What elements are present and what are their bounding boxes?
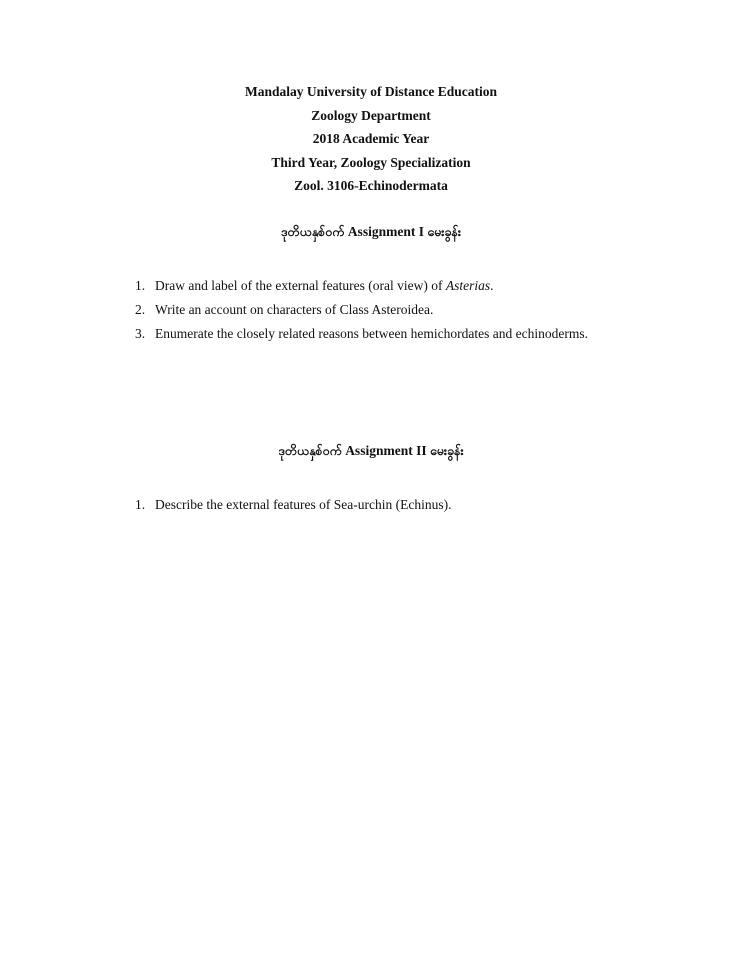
assignment-1-questions	[135, 274, 715, 346]
university-name: Mandalay University of Distance Education	[244, 84, 497, 99]
assignment-2-questions	[135, 493, 715, 517]
question-number: 1.	[135, 278, 146, 293]
document-header	[0, 80, 742, 198]
assignment-2-heading	[0, 441, 742, 461]
question-item	[135, 493, 715, 517]
department-name: Zoology Department	[311, 107, 431, 123]
question-number: 1.	[135, 497, 146, 512]
question-text	[155, 278, 494, 293]
question-number: 3.	[135, 326, 146, 341]
question-text: Describe the external features of Sea-urchin (Echinus).	[155, 497, 452, 512]
assignment-title: Assignment II	[345, 443, 427, 458]
assignment-title: Assignment I	[347, 224, 424, 239]
question-number: 2.	[135, 302, 146, 317]
questions-label: မေးခွန်း	[429, 443, 464, 458]
course-code: Zool. 3106-Echinodermata	[294, 178, 448, 193]
semester-label: ဒုတိယနှစ်ဝက်	[278, 443, 342, 458]
question-text-end: .	[490, 278, 494, 293]
question-item	[135, 298, 715, 322]
question-text: Enumerate the closely related reasons between hemichordates and echinoderms.	[155, 326, 588, 341]
program-name: Third Year, Zoology Specialization	[271, 154, 471, 170]
question-text: Write an account on characters of Class Asteroidea.	[155, 302, 434, 317]
academic-year: 2018 Academic Year	[312, 131, 430, 146]
question-item	[135, 322, 715, 346]
question-text-part: Draw and label of the external features (oral view) of	[155, 278, 446, 293]
species-name: Asterias	[445, 278, 491, 293]
assignment-1-heading	[0, 222, 742, 242]
question-item	[135, 274, 715, 298]
semester-label: ဒုတိယနှစ်ဝက်	[280, 224, 345, 239]
questions-label: မေးခွန်း	[427, 224, 462, 239]
